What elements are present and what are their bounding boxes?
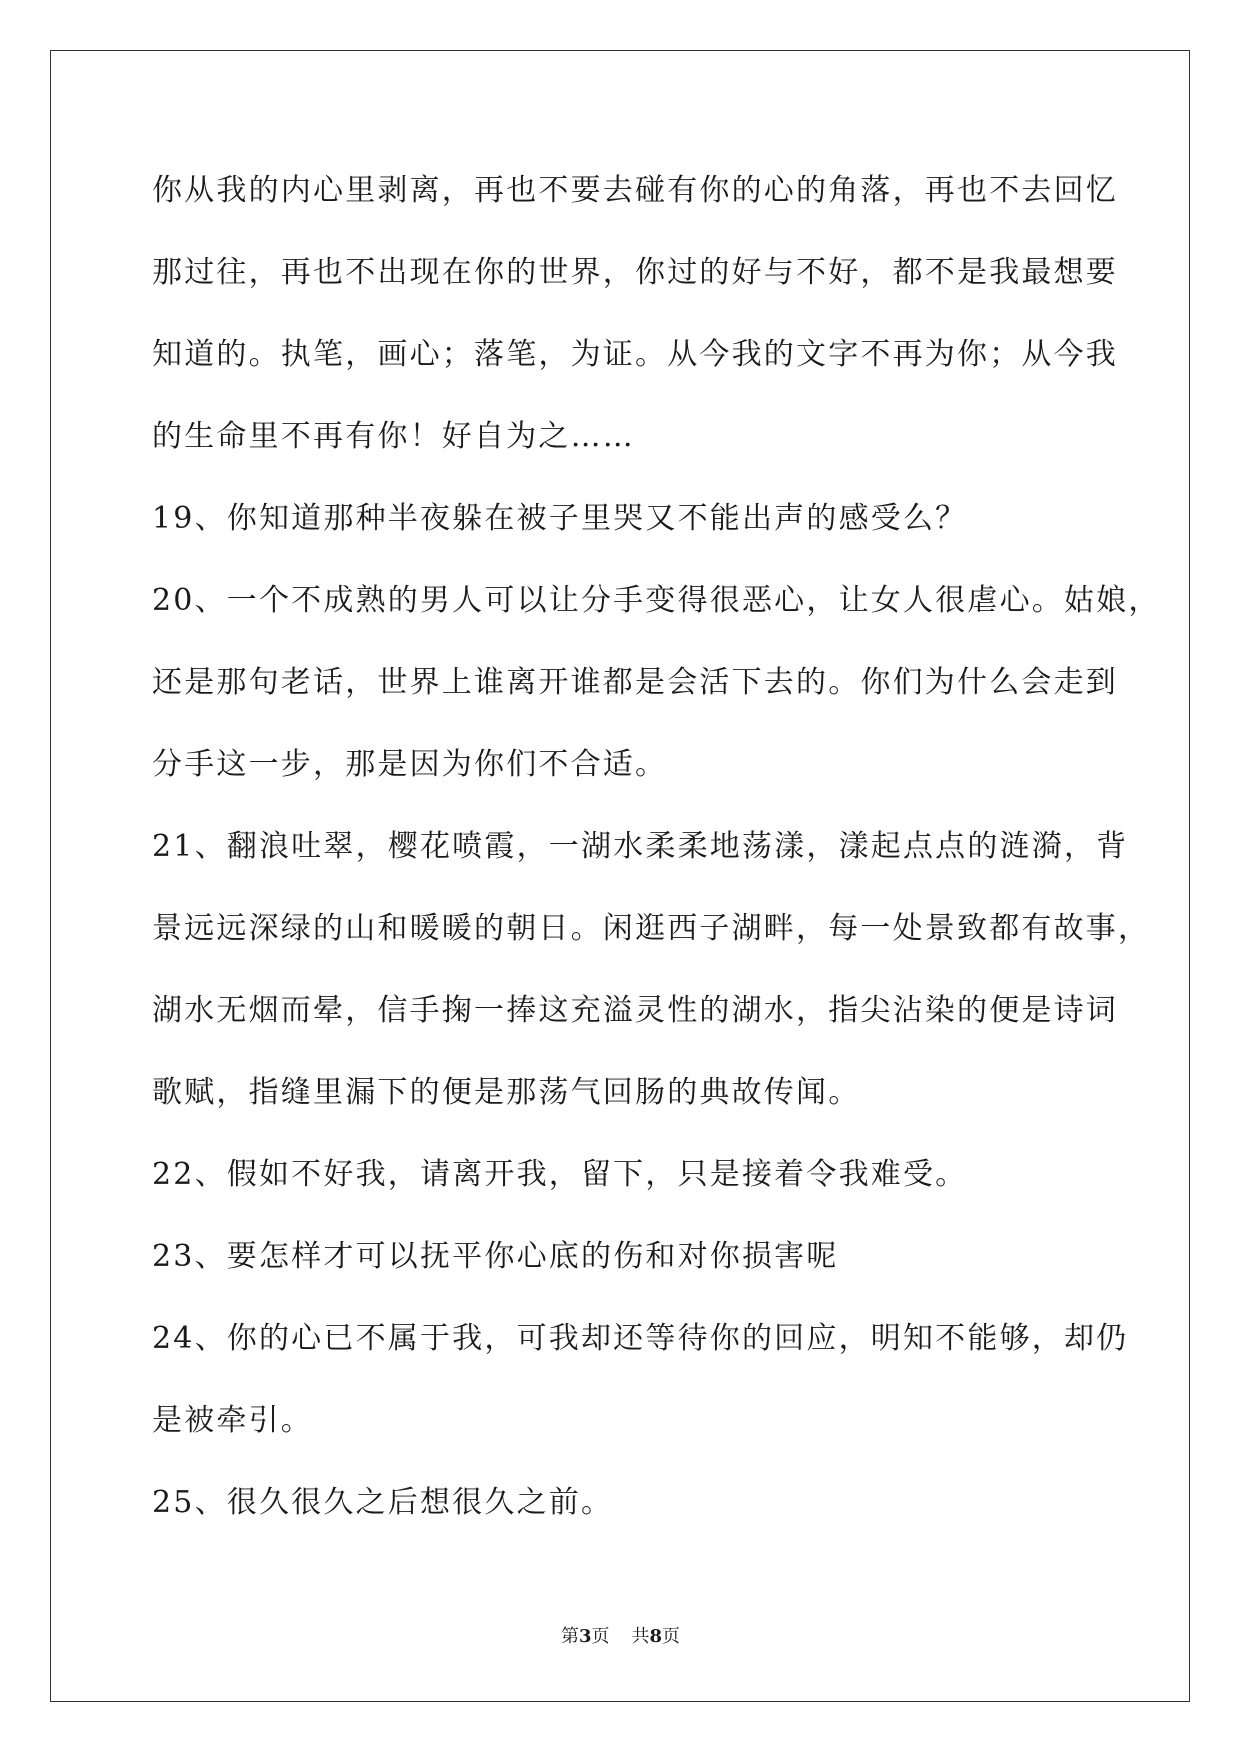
- text-line: 19、你知道那种半夜躲在被子里哭又不能出声的感受么？: [152, 501, 968, 536]
- text-line: 是被牵引。: [152, 1403, 313, 1438]
- page-total-prefix: 共: [631, 1626, 650, 1647]
- text-line: 21、翻浪吐翠，樱花喷霞，一湖水柔柔地荡漾，漾起点点的涟漪，背: [152, 829, 1129, 864]
- text-line: 25、很久很久之后想很久之前。: [152, 1485, 614, 1520]
- page-number-suffix: 页: [591, 1626, 610, 1647]
- page-total-suffix: 页: [662, 1626, 681, 1647]
- text-line: 分手这一步，那是因为你们不合适。: [152, 747, 668, 782]
- page-number-total: 8: [649, 1626, 663, 1647]
- text-line: 22、假如不好我，请离开我，留下，只是接着令我难受。: [152, 1157, 968, 1192]
- text-line: 歌赋，指缝里漏下的便是那荡气回肠的典故传闻。: [152, 1075, 861, 1110]
- text-line: 23、要怎样才可以抚平你心底的伤和对你损害呢: [152, 1239, 839, 1274]
- text-line: 的生命里不再有你！好自为之……: [152, 419, 635, 454]
- page-number-current: 3: [578, 1626, 592, 1647]
- text-line: 景远远深绿的山和暖暖的朝日。闲逛西子湖畔，每一处景致都有故事，: [152, 911, 1151, 946]
- page-footer: [0, 1622, 1241, 1648]
- page-number-prefix: 第: [560, 1626, 579, 1647]
- text-line: 20、一个不成熟的男人可以让分手变得很恶心，让女人很虐心。姑娘，: [152, 583, 1161, 618]
- text-line: 那过往，再也不出现在你的世界，你过的好与不好，都不是我最想要: [152, 255, 1118, 290]
- text-line: 还是那句老话，世界上谁离开谁都是会活下去的。你们为什么会走到: [152, 665, 1118, 700]
- text-line: 湖水无烟而晕，信手掬一捧这充溢灵性的湖水，指尖沾染的便是诗词: [152, 993, 1118, 1028]
- text-line: 你从我的内心里剥离，再也不要去碰有你的心的角落，再也不去回忆: [152, 173, 1118, 208]
- text-line: 知道的。执笔，画心；落笔，为证。从今我的文字不再为你；从今我: [152, 337, 1118, 372]
- text-line: 24、你的心已不属于我，可我却还等待你的回应，明知不能够，却仍: [152, 1321, 1129, 1356]
- document-body: [152, 160, 1161, 1554]
